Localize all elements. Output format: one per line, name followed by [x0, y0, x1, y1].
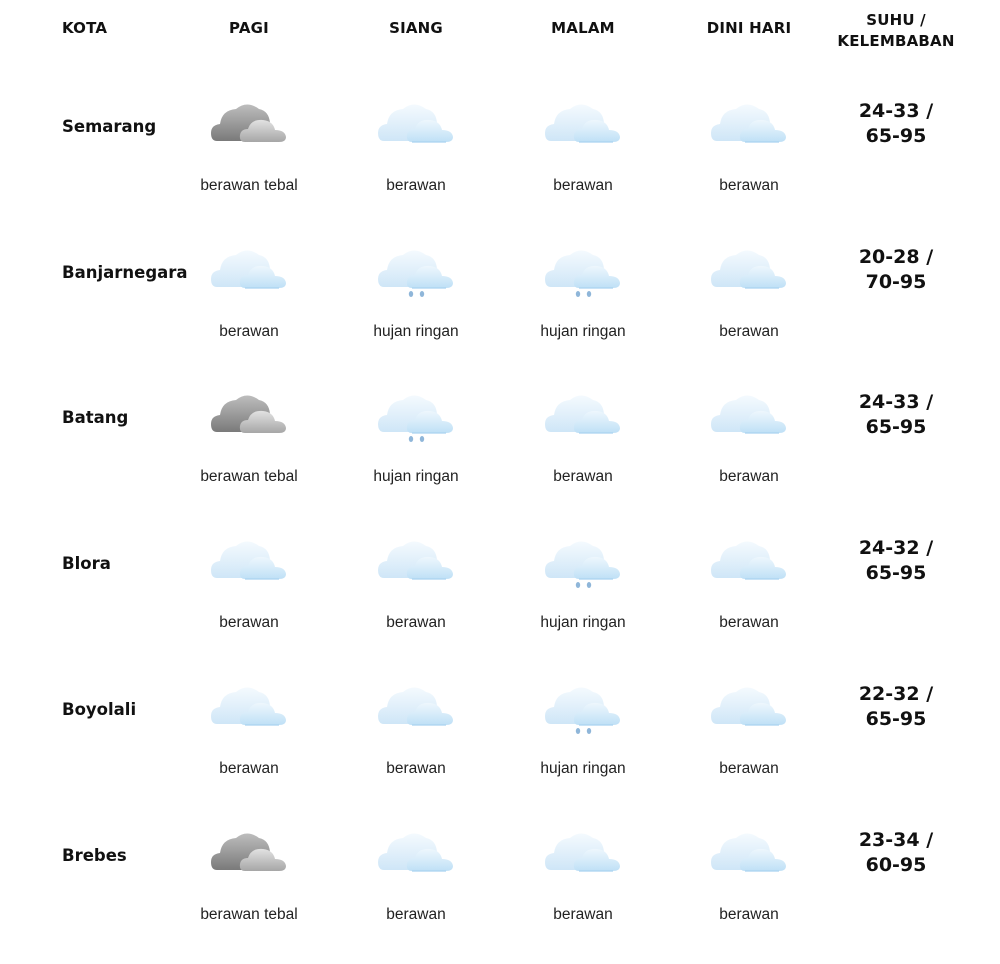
weather-description: hujan ringan	[373, 468, 459, 485]
forecast-cell	[336, 818, 496, 964]
weather-description: berawan	[719, 760, 779, 777]
cloud-icon	[709, 678, 793, 742]
cloud-icon	[543, 386, 627, 450]
temperature-humidity	[830, 390, 962, 440]
weather-description: berawan	[219, 614, 279, 631]
weather-description: berawan tebal	[200, 468, 298, 485]
thick-cloud-icon	[209, 95, 293, 159]
header-pagi: PAGI	[229, 19, 269, 37]
table-row	[0, 235, 1000, 381]
forecast-cell	[169, 818, 329, 964]
temperature-humidity	[830, 828, 962, 878]
temperature-range: 24-33 /	[858, 391, 934, 413]
city-name: Batang	[62, 408, 129, 427]
forecast-cell	[336, 526, 496, 672]
cloud-icon	[376, 678, 460, 742]
forecast-cell	[669, 672, 829, 818]
cloud-icon	[709, 824, 793, 888]
forecast-cell	[503, 818, 663, 964]
forecast-cell	[169, 526, 329, 672]
forecast-cell	[503, 526, 663, 672]
forecast-cell	[669, 818, 829, 964]
humidity-range: 60-95	[865, 854, 927, 876]
light-rain-icon	[543, 241, 627, 305]
light-rain-icon	[376, 386, 460, 450]
cloud-icon	[709, 241, 793, 305]
forecast-cell	[669, 89, 829, 235]
city-name: Semarang	[62, 117, 157, 136]
forecast-cell	[336, 89, 496, 235]
temperature-range: 22-32 /	[858, 683, 934, 705]
forecast-cell	[169, 89, 329, 235]
city-name: Blora	[62, 554, 111, 573]
header-dini-hari: DINI HARI	[706, 19, 792, 37]
weather-description: berawan	[386, 177, 446, 194]
temperature-humidity	[830, 245, 962, 295]
table-row	[0, 380, 1000, 526]
header-suhu-kelembaban: SUHU / KELEMBABAN	[837, 11, 955, 50]
forecast-cell	[669, 526, 829, 672]
weather-description: berawan	[219, 760, 279, 777]
header-siang: SIANG	[389, 19, 443, 37]
cloud-icon	[543, 824, 627, 888]
weather-description: berawan	[719, 177, 779, 194]
temperature-humidity	[830, 536, 962, 586]
cloud-icon	[209, 241, 293, 305]
forecast-cell	[336, 380, 496, 526]
cloud-icon	[543, 95, 627, 159]
weather-description: hujan ringan	[540, 614, 626, 631]
temperature-humidity	[830, 99, 962, 149]
weather-description: hujan ringan	[373, 323, 459, 340]
city-name: Banjarnegara	[62, 263, 188, 282]
thick-cloud-icon	[209, 824, 293, 888]
header-kota: KOTA	[62, 19, 108, 37]
temperature-range: 20-28 /	[858, 246, 934, 268]
forecast-cell	[169, 380, 329, 526]
cloud-icon	[709, 95, 793, 159]
weather-description: berawan	[553, 468, 613, 485]
weather-description: hujan ringan	[540, 323, 626, 340]
table-row	[0, 672, 1000, 818]
temperature-range: 23-34 /	[858, 829, 934, 851]
temperature-range: 24-32 /	[858, 537, 934, 559]
light-rain-icon	[376, 241, 460, 305]
temperature-humidity	[830, 682, 962, 732]
weather-description: berawan	[219, 323, 279, 340]
weather-description: berawan	[553, 177, 613, 194]
forecast-cell	[503, 235, 663, 381]
cloud-icon	[376, 95, 460, 159]
forecast-cell	[336, 672, 496, 818]
forecast-cell	[669, 235, 829, 381]
forecast-cell	[503, 672, 663, 818]
forecast-cell	[669, 380, 829, 526]
cloud-icon	[376, 824, 460, 888]
humidity-range: 65-95	[865, 562, 927, 584]
weather-description: berawan	[553, 906, 613, 923]
forecast-cell	[503, 380, 663, 526]
light-rain-icon	[543, 532, 627, 596]
forecast-cell	[169, 235, 329, 381]
cloud-icon	[709, 532, 793, 596]
weather-description: berawan	[386, 906, 446, 923]
weather-description: berawan	[719, 906, 779, 923]
humidity-range: 65-95	[865, 416, 927, 438]
cloud-icon	[709, 386, 793, 450]
table-row	[0, 526, 1000, 672]
humidity-range: 65-95	[865, 125, 927, 147]
forecast-cell	[503, 89, 663, 235]
city-name: Boyolali	[62, 700, 137, 719]
weather-description: berawan tebal	[200, 906, 298, 923]
cloud-icon	[209, 532, 293, 596]
humidity-range: 70-95	[865, 271, 927, 293]
light-rain-icon	[543, 678, 627, 742]
cloud-icon	[209, 678, 293, 742]
thick-cloud-icon	[209, 386, 293, 450]
weather-description: berawan	[386, 614, 446, 631]
weather-description: berawan	[719, 468, 779, 485]
table-row	[0, 89, 1000, 235]
header-malam: MALAM	[551, 19, 615, 37]
city-name: Brebes	[62, 846, 127, 865]
table-row	[0, 818, 1000, 964]
weather-description: berawan tebal	[200, 177, 298, 194]
weather-description: berawan	[719, 323, 779, 340]
weather-description: hujan ringan	[540, 760, 626, 777]
forecast-cell	[169, 672, 329, 818]
humidity-range: 65-95	[865, 708, 927, 730]
weather-description: berawan	[719, 614, 779, 631]
forecast-cell	[336, 235, 496, 381]
weather-description: berawan	[386, 760, 446, 777]
cloud-icon	[376, 532, 460, 596]
temperature-range: 24-33 /	[858, 100, 934, 122]
